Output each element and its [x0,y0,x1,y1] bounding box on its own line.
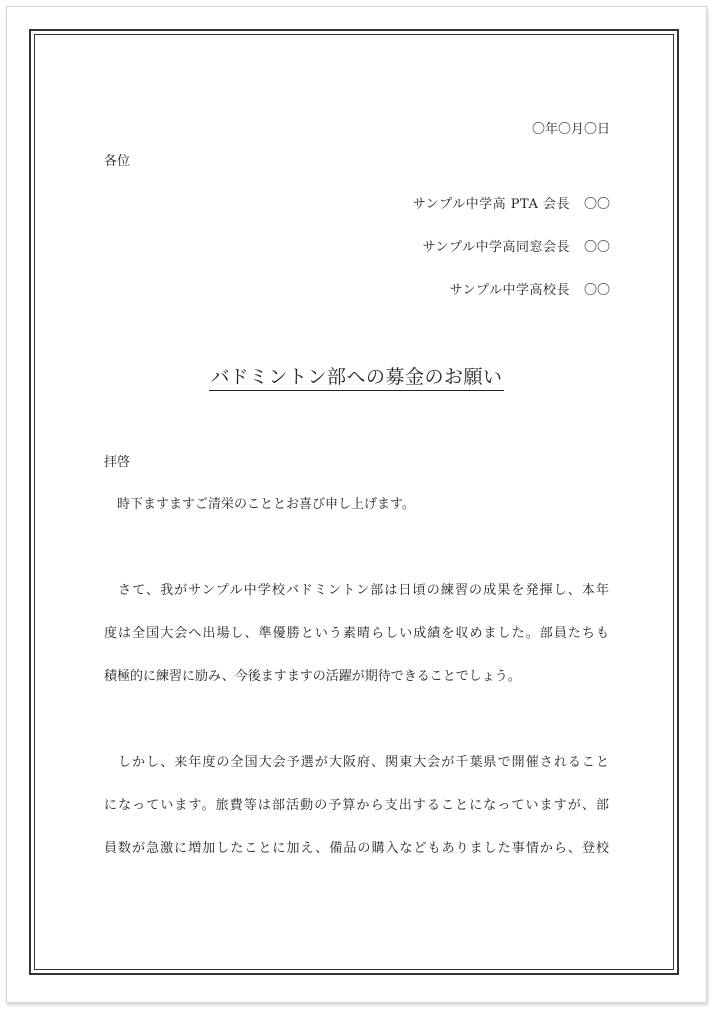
sender-signature: 〇〇 [583,240,610,255]
salutation: 拝啓 [104,455,131,470]
sender-line [450,283,610,299]
document-date: 〇年〇月〇日 [531,122,610,137]
body-line: 積極的に練習に励み、今後ますますの活躍が期待できることでしょう。 [104,669,521,684]
body-line: になっています。旅費等は部活動の予算から支出することになっていますが、部 [104,798,609,813]
body-line: 度は全国大会へ出場し、準優勝という素晴らしい成績を収めました。部員たちも [104,626,609,641]
document-title [0,365,713,391]
sender-line [413,197,610,213]
sender-title: サンプル中学高 PTA 会長 [412,197,570,212]
body-line: さて、我がサンプル中学校バドミントン部は日頃の練習の成果を発揮し、本年 [104,583,609,598]
body-line: 員数が急激に増加したことに加え、備品の購入などもありました事情から、登校 [104,841,609,856]
sender-signature: 〇〇 [583,283,610,298]
body-line: 時下ますますご清栄のこととお喜び申し上げます。 [104,497,415,512]
sender-line [423,240,610,256]
body-line: しかし、来年度の全国大会予選が大阪府、関東大会が千葉県で開催されること [104,755,609,770]
sender-title: サンプル中学高校長 [449,283,570,298]
sender-title: サンプル中学高同窓会長 [422,240,570,255]
document-title-text: バドミントン部への募金のお願い [209,365,503,391]
addressee: 各位 [104,154,131,169]
sender-signature: 〇〇 [583,197,610,212]
